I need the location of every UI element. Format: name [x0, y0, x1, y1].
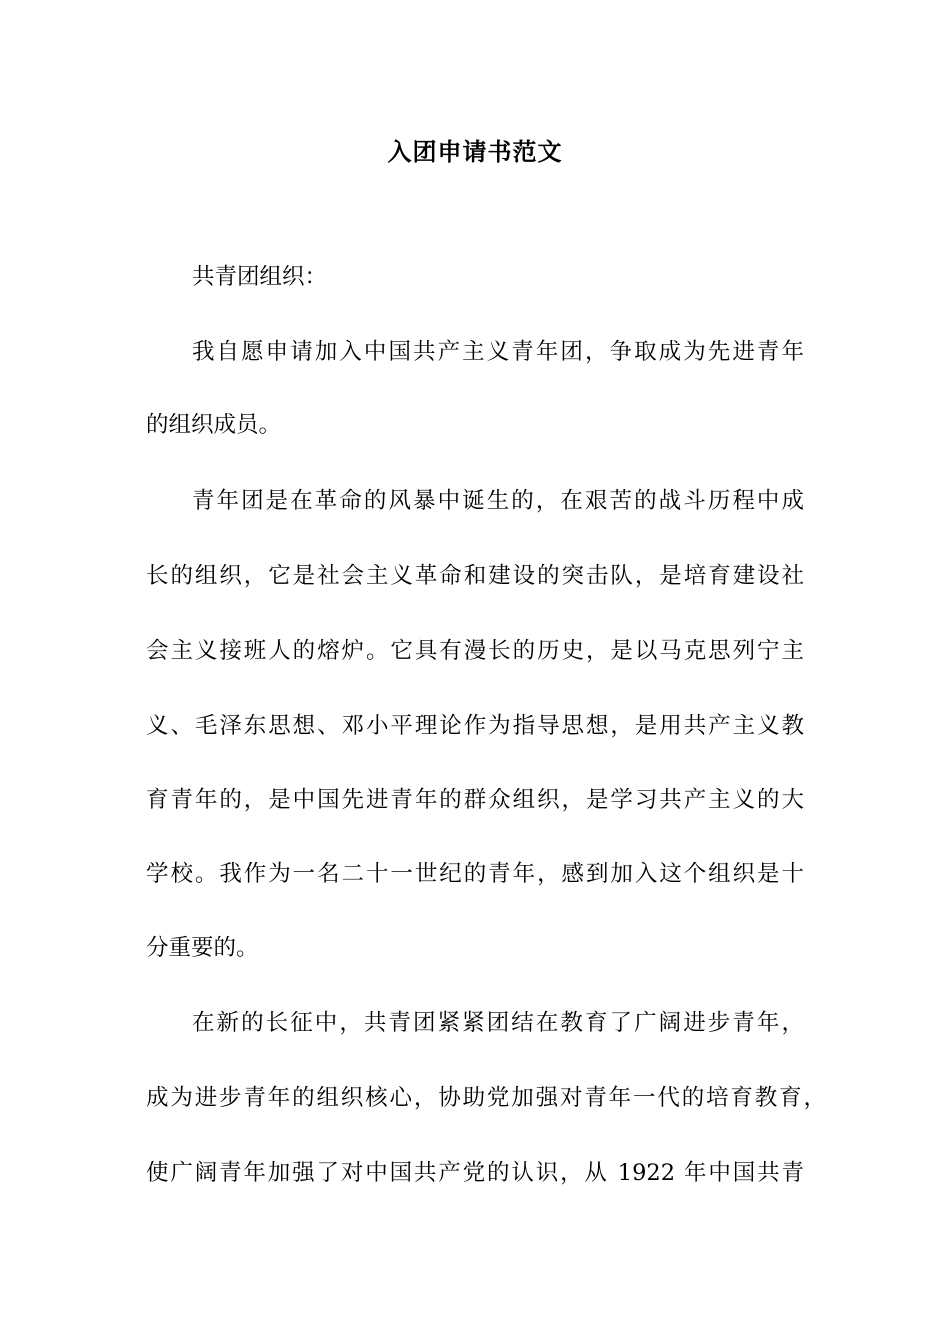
body-line: 学校。我作为一名二十一世纪的青年，感到加入这个组织是十: [146, 861, 804, 887]
body-line: 在新的长征中，共青团紧紧团结在教育了广阔进步青年，: [192, 1010, 804, 1036]
body-line: 会主义接班人的熔炉。它具有漫长的历史，是以马克思列宁主: [146, 638, 804, 664]
body-line: 义、毛泽东思想、邓小平理论作为指导思想，是用共产主义教: [146, 713, 804, 739]
body-line: 使广阔青年加强了对中国共产党的认识，从 1922 年中国共青: [146, 1160, 804, 1186]
document-title: 入团申请书范文: [387, 138, 563, 166]
salutation-line: 共青团组织：: [192, 264, 328, 290]
body-line: 育青年的，是中国先进青年的群众组织，是学习共产主义的大: [146, 787, 804, 813]
body-line: 长的组织，它是社会主义革命和建设的突击队，是培育建设社: [146, 563, 804, 589]
body-line: 的组织成员。: [146, 412, 282, 438]
body-line: 我自愿申请加入中国共产主义青年团，争取成为先进青年: [192, 339, 804, 365]
body-line: 分重要的。: [146, 935, 259, 961]
body-line: 成为进步青年的组织核心，协助党加强对青年一代的培育教育，: [146, 1085, 826, 1111]
body-line: 青年团是在革命的风暴中诞生的，在艰苦的战斗历程中成: [192, 488, 804, 514]
